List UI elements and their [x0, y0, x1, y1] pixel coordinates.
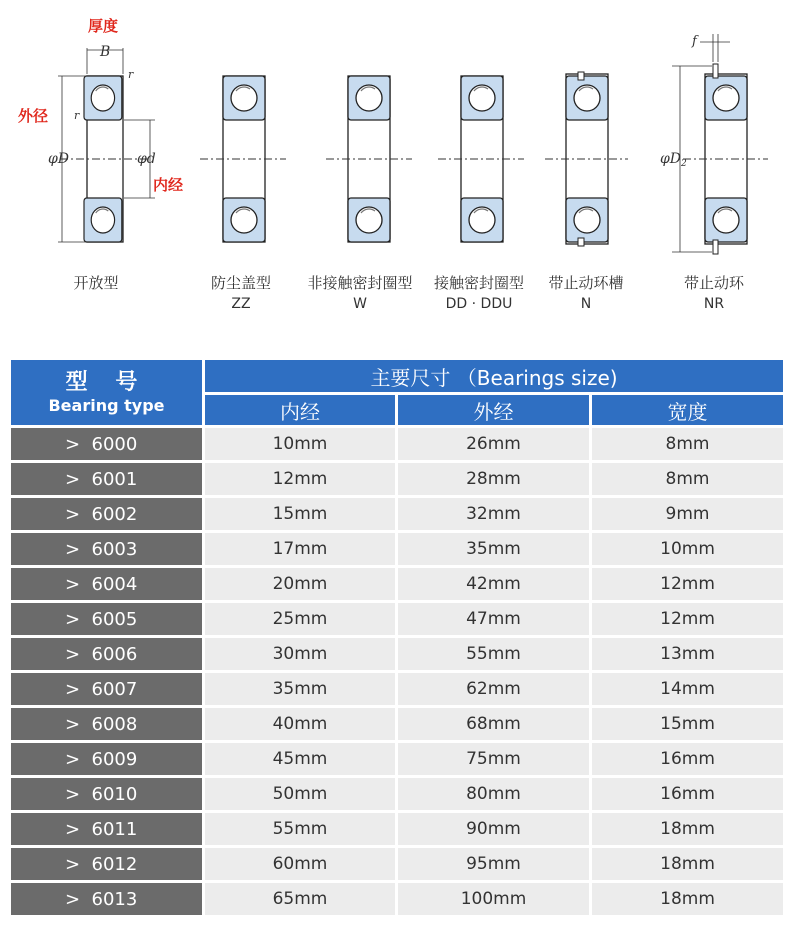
bearing-w-type	[326, 76, 412, 242]
type-name-open: 开放型	[73, 274, 119, 292]
bearing-model-cell: > 6005	[11, 603, 202, 635]
width-cell: 15mm	[592, 708, 783, 740]
inner-diameter-label: 内经	[153, 176, 184, 194]
table-row	[11, 568, 783, 600]
inner-diameter-cell: 30mm	[205, 638, 395, 670]
inner-diameter-cell: 65mm	[205, 883, 395, 915]
outer-diameter-cell: 55mm	[398, 638, 589, 670]
bearing-zz-type	[200, 76, 286, 242]
outer-diameter-cell: 28mm	[398, 463, 589, 495]
B-label: B	[100, 44, 111, 60]
inner-diameter-cell: 60mm	[205, 848, 395, 880]
width-column-header: 宽度	[592, 395, 783, 425]
type-code-zz: ZZ	[231, 296, 251, 312]
bearing-model-cell: > 6008	[11, 708, 202, 740]
table-row	[11, 533, 783, 565]
f-label: f	[692, 34, 697, 49]
outer-diameter-cell: 26mm	[398, 428, 589, 460]
inner-diameter-cell: 17mm	[205, 533, 395, 565]
inner-diameter-cell: 20mm	[205, 568, 395, 600]
bearing-size-table-body	[11, 428, 783, 915]
table-row	[11, 498, 783, 530]
width-cell: 8mm	[592, 463, 783, 495]
inner-diameter-cell: 15mm	[205, 498, 395, 530]
type-name-n: 带止动环槽	[548, 274, 624, 292]
width-cell: 16mm	[592, 778, 783, 810]
bearing-model-cell: > 6003	[11, 533, 202, 565]
bearing-model-cell: > 6012	[11, 848, 202, 880]
width-cell: 18mm	[592, 848, 783, 880]
inner-diameter-cell: 35mm	[205, 673, 395, 705]
inner-diameter-cell: 50mm	[205, 778, 395, 810]
outer-diameter-label: 外径	[18, 107, 49, 125]
r-label-top: r	[128, 68, 134, 81]
phiD2-label: $\varphi D_2$	[660, 151, 687, 169]
type-code-dd: DD · DDU	[445, 296, 513, 312]
width-cell: 10mm	[592, 533, 783, 565]
bearing-open-type	[58, 48, 155, 242]
outer-diameter-column-header: 外经	[398, 395, 589, 425]
bearing-n-type	[545, 72, 628, 246]
width-cell: 14mm	[592, 673, 783, 705]
table-row	[11, 848, 783, 880]
bearing-size-table	[8, 357, 786, 918]
outer-diameter-cell: 95mm	[398, 848, 589, 880]
width-cell: 12mm	[592, 568, 783, 600]
thickness-label: 厚度	[88, 17, 119, 35]
width-cell: 9mm	[592, 498, 783, 530]
inner-diameter-cell: 25mm	[205, 603, 395, 635]
inner-diameter-column-header: 内经	[205, 395, 395, 425]
outer-diameter-cell: 80mm	[398, 778, 589, 810]
table-row	[11, 778, 783, 810]
bearing-model-cell: > 6004	[11, 568, 202, 600]
width-cell: 13mm	[592, 638, 783, 670]
phid-label: φd	[137, 151, 156, 167]
outer-diameter-cell: 35mm	[398, 533, 589, 565]
outer-diameter-cell: 100mm	[398, 883, 589, 915]
table-row	[11, 813, 783, 845]
inner-diameter-cell: 40mm	[205, 708, 395, 740]
bearing-model-cell: > 6010	[11, 778, 202, 810]
table-row	[11, 883, 783, 915]
type-name-dd: 接触密封圈型	[433, 274, 525, 292]
bearing-size-header: 主要尺寸 （Bearings size)	[205, 360, 783, 392]
width-cell: 18mm	[592, 813, 783, 845]
inner-diameter-cell: 10mm	[205, 428, 395, 460]
bearing-dd-type	[438, 76, 524, 242]
r-label-left: r	[74, 109, 80, 122]
type-code-n: N	[580, 296, 592, 312]
outer-diameter-cell: 42mm	[398, 568, 589, 600]
inner-diameter-cell: 55mm	[205, 813, 395, 845]
inner-diameter-cell: 12mm	[205, 463, 395, 495]
inner-diameter-cell: 45mm	[205, 743, 395, 775]
type-name-w: 非接触密封圈型	[307, 274, 413, 292]
outer-diameter-cell: 32mm	[398, 498, 589, 530]
type-code-w: W	[353, 296, 367, 312]
bearing-model-cell: > 6001	[11, 463, 202, 495]
phiD-label: φD	[48, 151, 70, 167]
bearing-model-cell: > 6000	[11, 428, 202, 460]
bearing-model-cell: > 6007	[11, 673, 202, 705]
width-cell: 18mm	[592, 883, 783, 915]
bearing-model-cell: > 6009	[11, 743, 202, 775]
outer-diameter-cell: 75mm	[398, 743, 589, 775]
table-row	[11, 603, 783, 635]
bearing-nr-type	[672, 34, 768, 254]
width-cell: 16mm	[592, 743, 783, 775]
table-row	[11, 638, 783, 670]
width-cell: 12mm	[592, 603, 783, 635]
bearing-model-cell: > 6006	[11, 638, 202, 670]
bearing-type-header	[11, 360, 202, 425]
bearing-model-cell: > 6013	[11, 883, 202, 915]
type-name-nr: 带止动环	[683, 274, 745, 292]
table-row	[11, 428, 783, 460]
bearing-model-cell: > 6011	[11, 813, 202, 845]
table-row	[11, 673, 783, 705]
outer-diameter-cell: 68mm	[398, 708, 589, 740]
type-name-zz: 防尘盖型	[210, 274, 272, 292]
outer-diameter-cell: 62mm	[398, 673, 589, 705]
bearing-model-cell: > 6002	[11, 498, 202, 530]
bearing-types-diagram	[0, 0, 790, 330]
bearing-type-header-cn: 型 号	[65, 369, 148, 395]
table-row	[11, 743, 783, 775]
outer-diameter-cell: 47mm	[398, 603, 589, 635]
type-code-nr: NR	[703, 296, 725, 312]
width-cell: 8mm	[592, 428, 783, 460]
table-row	[11, 463, 783, 495]
bearing-type-header-en: Bearing type	[48, 395, 165, 415]
table-row	[11, 708, 783, 740]
outer-diameter-cell: 90mm	[398, 813, 589, 845]
